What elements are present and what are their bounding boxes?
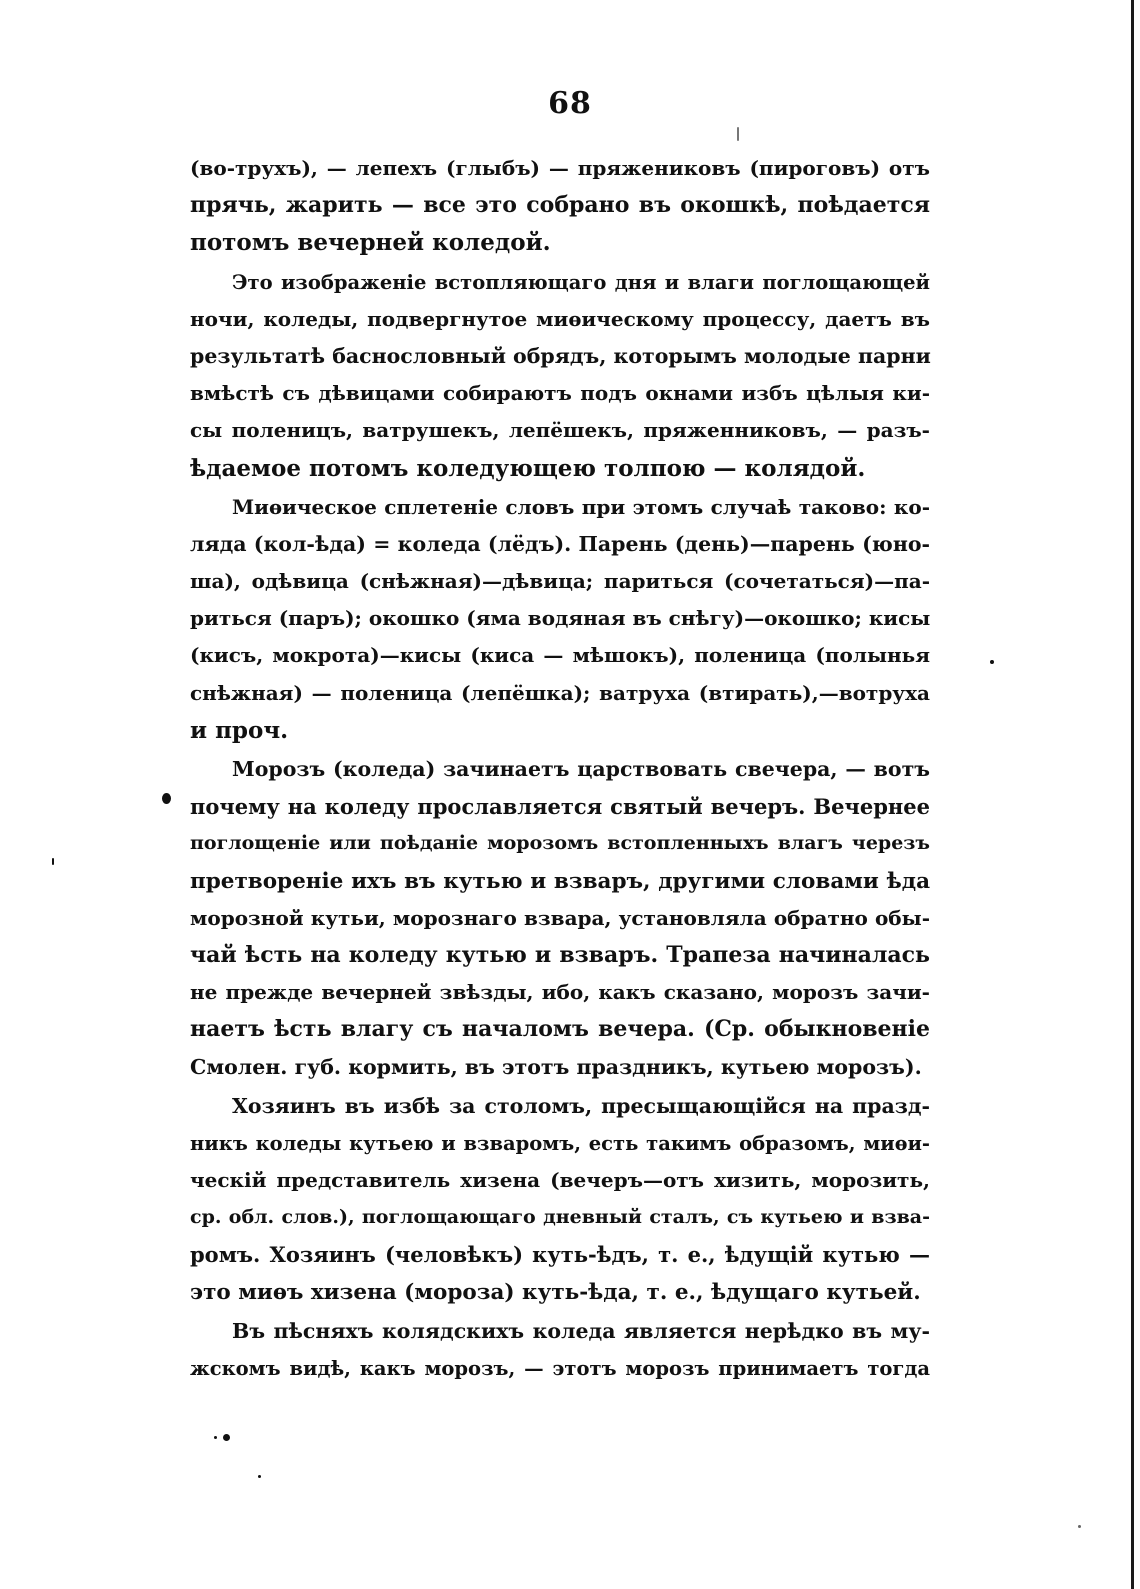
text-line: почему на коледу прославляется святый вечеръ. Вечернее [190, 794, 930, 820]
ink-speck [737, 127, 739, 141]
text-line: ѣдаемое потомъ коледующею толпою — колядой. [190, 454, 866, 482]
ink-speck [990, 660, 994, 664]
ink-speck [223, 1434, 230, 1441]
body-text [190, 150, 930, 1387]
text-line: Это изображенiе встопляющаго дня и влаги поглощающей [232, 270, 930, 294]
ink-speck [1078, 1525, 1081, 1528]
text-line: снѣжная) — поленица (лепёшка); ватруха (втирать),—вотруха [190, 680, 930, 705]
text-line: ромъ. Хозяинъ (человѣкъ) куть-ѣдъ, т. е., ѣдущiй кутью — [190, 1242, 930, 1268]
text-line: ческiй представитель хизена (вечеръ—отъ хизить, морозить, [190, 1168, 930, 1193]
ink-speck [258, 1475, 261, 1478]
text-line: ночи, коледы, подвергнутое миѳическому процессу, даетъ въ [190, 306, 930, 331]
text-line: морозной кутьи, морознаго взвара, установляла обратно обы- [190, 905, 930, 930]
text-line: Въ пѣсняхъ колядскихъ коледа является нерѣдко въ му- [232, 1318, 930, 1343]
ink-speck [162, 793, 171, 804]
text-line: сы поленицъ, ватрушекъ, лепёшекъ, пряженниковъ, — разъ- [190, 418, 930, 443]
text-line: ша), одѣвица (снѣжная)—дѣвица; париться (сочетаться)—па- [190, 569, 930, 594]
text-line: претворенiе ихъ въ кутью и взваръ, другими словами ѣда [190, 868, 930, 894]
text-line: и проч. [190, 716, 289, 744]
text-line: не прежде вечерней звѣзды, ибо, какъ сказано, морозъ зачи- [190, 980, 930, 1005]
text-line: никъ коледы кутьею и взваромъ, есть такимъ образомъ, миѳи- [190, 1131, 930, 1155]
text-line: вмѣстѣ съ дѣвицами собираютъ подъ окнами избъ цѣлыя ки- [190, 381, 930, 406]
text-line: Хозяинъ въ избѣ за столомъ, пресыщающiйся на празд- [232, 1093, 930, 1118]
text-line: (во-трухъ), — лепехъ (глыбъ) — пряжениковъ (пироговъ) отъ [190, 156, 930, 180]
text-line: Миѳическое сплетенiе словъ при этомъ случаѣ таково: ко- [232, 494, 930, 519]
text-line: потомъ вечерней коледой. [190, 229, 551, 257]
text-line: чай ѣсть на коледу кутью и взваръ. Трапеза начиналась [190, 941, 930, 968]
text-line: Морозъ (коледа) зачинаетъ царствовать свечера, — вотъ [232, 757, 930, 781]
text-line: поглощенiе или поѣданiе морозомъ встопленныхъ влагъ черезъ [190, 832, 930, 855]
scan-page-edge [1131, 0, 1134, 1589]
text-line: (кисъ, мокрота)—кисы (киса — мѣшокъ), поленица (полынья [190, 643, 930, 668]
text-line: риться (паръ); окошко (яма водяная въ снѣгу)—окошко; кисы [190, 606, 931, 631]
text-line: Смолен. губ. кормить, въ этотъ праздникъ, кутьею морозъ). [190, 1054, 922, 1079]
page-number: 68 [548, 86, 592, 121]
text-line: ср. обл. слов.), поглощающаго дневный сталъ, съ кутьею и взва- [190, 1206, 930, 1229]
text-line: наетъ ѣсть влагу съ началомъ вечера. (Ср. обыкновенiе [190, 1016, 930, 1043]
ink-speck [214, 1436, 217, 1439]
text-line: результатѣ баснословный обрядъ, которымъ молодые парни [190, 343, 931, 368]
text-line: прячь, жарить — все это собрано въ окошкѣ, поѣдается [190, 192, 930, 219]
text-line: жскомъ видѣ, какъ морозъ, — этотъ морозъ принимаетъ тогда [190, 1357, 930, 1380]
text-line: это миѳъ хизена (мороза) куть-ѣда, т. е., ѣдущаго кутьей. [190, 1279, 921, 1305]
ink-speck [52, 858, 54, 865]
text-line: ляда (кол-ѣда) = коледа (лёдъ). Парень (день)—парень (юно- [190, 531, 930, 556]
